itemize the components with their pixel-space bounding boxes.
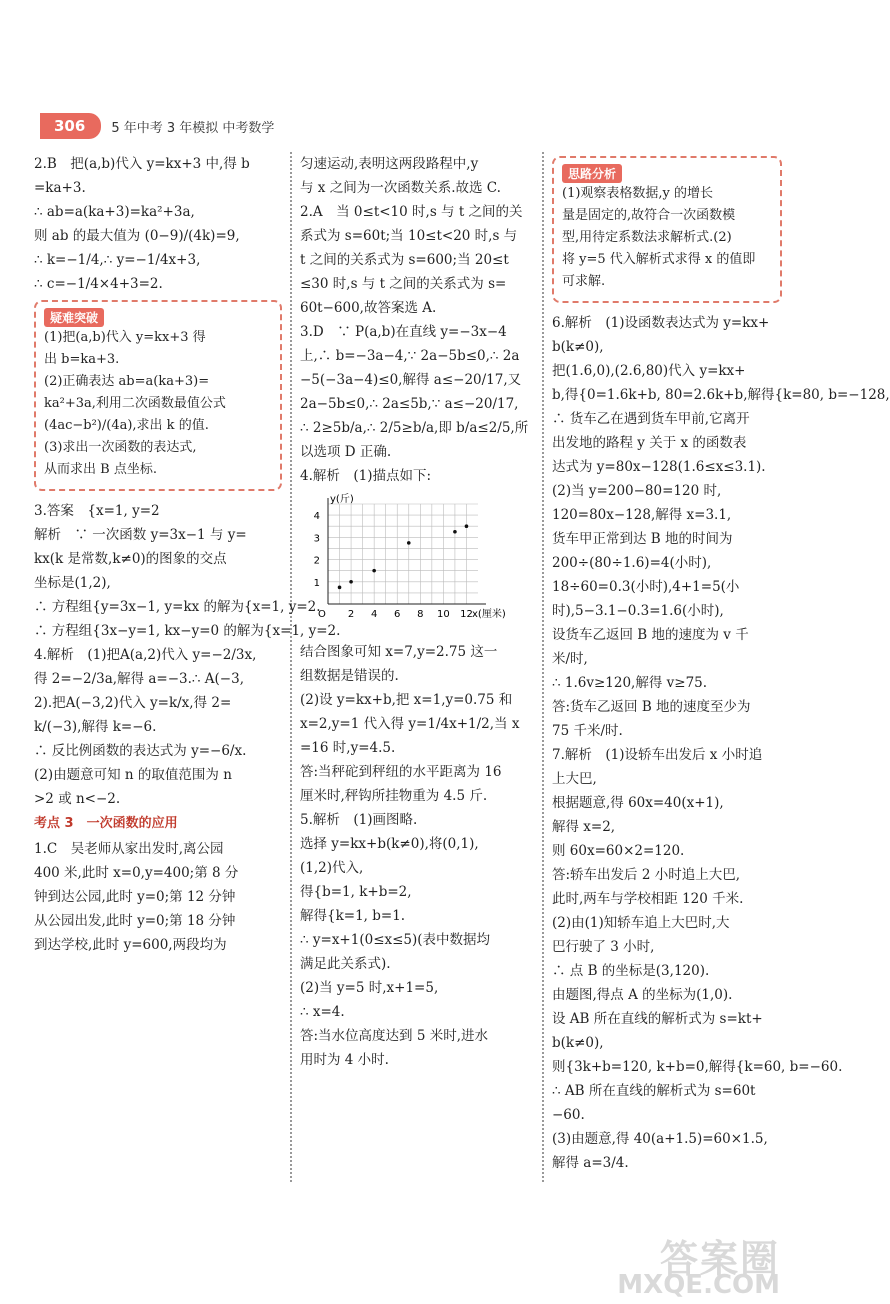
box-title: 思路分析	[562, 164, 622, 183]
text-line: 400 米,此时 x=0,y=400;第 8 分	[34, 865, 239, 881]
text-line: (2)由(1)知轿车追上大巴时,大	[552, 915, 730, 931]
text-line: 120=80x−128,解得 x=3.1,	[552, 507, 732, 523]
text-line: 4.解析 (1)把A(a,2)代入 y=−2/3x,	[34, 647, 257, 663]
text-line: ∴ y=x+1(0≤x≤5)(表中数据均	[300, 932, 491, 948]
text-line: 解得 a=3/4.	[552, 1155, 629, 1171]
page-header	[40, 110, 274, 142]
text-line: 答:当水位高度达到 5 米时,进水	[300, 1028, 489, 1044]
text-line: 4.解析 (1)描点如下:	[300, 468, 432, 484]
data-point	[349, 580, 353, 584]
text-line: (1,2)代入,	[300, 860, 364, 876]
analysis-box	[552, 156, 782, 303]
y-tick-label: 1	[313, 577, 320, 589]
text-line: 解析 ∵ 一次函数 y=3x−1 与 y=	[34, 527, 247, 543]
text-line: (1)观察表格数据,y 的增长	[562, 186, 714, 201]
text-line: 解得{k=1, b=1.	[300, 908, 406, 924]
text-line: 与 x 之间为一次函数关系.故选 C.	[300, 180, 501, 196]
text-line: 钟到达公园,此时 y=0;第 12 分钟	[34, 889, 236, 905]
text-line: ≤30 时,s 与 t 之间的关系式为 s=	[300, 276, 507, 292]
column-right	[552, 152, 890, 1175]
text-line: ∴ 方程组{y=3x−1, y=kx 的解为{x=1, y=2.	[34, 599, 321, 615]
text-line: 5.解析 (1)画图略.	[300, 812, 418, 828]
text-line: 达式为 y=80x−128(1.6≤x≤3.1).	[552, 459, 766, 475]
text-line: 得{b=1, k+b=2,	[300, 884, 412, 900]
text-line: 货车甲正常到达 B 地的时间为	[552, 531, 733, 547]
text-line: 米/时,	[552, 651, 588, 667]
text-line: 型,用待定系数法求解析式.(2)	[562, 230, 732, 245]
text-line: 到达学校,此时 y=600,两段均为	[34, 937, 227, 953]
text-line: 2a−5b≤0,∴ 2a≤5b,∵ a≤−20/17,	[300, 396, 519, 412]
text-line: >2 或 n<−2.	[34, 791, 121, 807]
text-line: (2)当 y=200−80=120 时,	[552, 483, 722, 499]
text-line: b(k≠0),	[552, 339, 604, 355]
data-point	[407, 541, 411, 545]
text-line: 此时,两车与学校相距 120 千米.	[552, 891, 744, 907]
text-line: =ka+3.	[34, 180, 86, 196]
data-point	[338, 586, 342, 590]
text-line: ∴ AB 所在直线的解析式为 s=60t	[552, 1083, 756, 1099]
x-tick-label: 8	[417, 609, 424, 620]
text-line: 6.解析 (1)设函数表达式为 y=kx+	[552, 315, 770, 331]
text-line: ∴ 1.6v≥120,解得 v≥75.	[552, 675, 708, 691]
x-tick-label: 6	[394, 609, 401, 620]
text-line: 75 千米/时.	[552, 723, 623, 739]
text-line: 则 ab 的最大值为 (0−9)/(4k)=9,	[34, 228, 240, 244]
text-line: 把(1.6,0),(2.6,80)代入 y=kx+	[552, 363, 746, 379]
y-tick-label: 2	[313, 555, 320, 567]
text-line: (2)当 y=5 时,x+1=5,	[300, 980, 439, 996]
text-line: 坐标是(1,2),	[34, 575, 111, 591]
text-line: 2.A 当 0≤t<10 时,s 与 t 之间的关	[300, 204, 523, 220]
text-line: =16 时,y=4.5.	[300, 740, 396, 756]
y-axis-label: y(斤)	[330, 494, 354, 505]
text-line: b(k≠0),	[552, 1035, 604, 1051]
text-line: 选择 y=kx+b(k≠0),将(0,1),	[300, 836, 479, 852]
text-line: 从公园出发,此时 y=0;第 18 分钟	[34, 913, 236, 929]
text-line: ∴ x=4.	[300, 1004, 345, 1020]
text-line: (2)正确表达 ab=a(ka+3)=	[44, 374, 210, 389]
text-line: 可求解.	[562, 274, 606, 289]
text-line: 系式为 s=60t;当 10≤t<20 时,s 与	[300, 228, 518, 244]
text-line: 7.解析 (1)设轿车出发后 x 小时追	[552, 747, 763, 763]
column-middle	[300, 152, 536, 1072]
book-title: 5 年中考 3 年模拟 中考数学	[111, 120, 275, 136]
text-line: ∴ 货车乙在遇到货车甲前,它离开	[552, 411, 750, 427]
text-line: 上,∴ b=−3a−4,∵ 2a−5b≤0,∴ 2a	[300, 348, 520, 364]
text-line: (2)设 y=kx+b,把 x=1,y=0.75 和	[300, 692, 513, 708]
text-line: 厘米时,秤钩所挂物重为 4.5 斤.	[300, 788, 488, 804]
text-line: ∴ 2≥5b/a,∴ 2/5≥b/a,即 b/a≤2/5,所	[300, 420, 529, 436]
text-line: ∴ 点 B 的坐标是(3,120).	[552, 963, 710, 979]
x-tick-label: 12	[460, 609, 473, 620]
text-line: 满足此关系式).	[300, 956, 391, 972]
text-line: ka²+3a,利用二次函数最值公式	[44, 396, 226, 411]
text-line: 上大巴,	[552, 771, 597, 787]
watermark-url: MXQE.COM	[617, 1270, 780, 1300]
text-line: 结合图象可知 x=7,y=2.75 这一	[300, 644, 498, 660]
column-divider	[542, 152, 544, 1182]
text-line: −60.	[552, 1107, 585, 1123]
data-point	[465, 524, 469, 528]
text-line: 18÷60=0.3(小时),4+1=5(小	[552, 579, 740, 595]
text-line: ∴ c=−1/4×4+3=2.	[34, 276, 163, 292]
text-line: 2.B 把(a,b)代入 y=kx+3 中,得 b	[34, 156, 250, 172]
scatter-chart	[300, 492, 536, 636]
text-line: 则 60x=60×2=120.	[552, 843, 685, 859]
text-line: t 之间的关系式为 s=600;当 20≤t	[300, 252, 509, 268]
text-line: 用时为 4 小时.	[300, 1052, 389, 1068]
text-line: (3)由题意,得 40(a+1.5)=60×1.5,	[552, 1131, 768, 1147]
text-line: 巴行驶了 3 小时,	[552, 939, 655, 955]
data-point	[453, 530, 457, 534]
x-tick-label: 10	[437, 609, 450, 620]
text-line: 解得 x=2,	[552, 819, 616, 835]
text-line: ∴ ab=a(ka+3)=ka²+3a,	[34, 204, 195, 220]
page-number: 306	[40, 113, 101, 139]
text-line: 由题图,得点 A 的坐标为(1,0).	[552, 987, 733, 1003]
text-line: 量是固定的,故符合一次函数模	[562, 208, 736, 223]
tip-box	[34, 300, 282, 491]
text-line: 根据题意,得 60x=40(x+1),	[552, 795, 724, 811]
y-tick-label: 4	[313, 511, 320, 523]
text-line: b,得{0=1.6k+b, 80=2.6k+b,解得{k=80, b=−128,	[552, 387, 890, 403]
text-line: ∴ 方程组{3x−y=1, kx−y=0 的解为{x=1, y=2.	[34, 623, 341, 639]
watermark-logo: 答案圈	[659, 1237, 780, 1281]
x-tick-label: 2	[347, 609, 355, 620]
text-line: −5(−3a−4)≤0,解得 a≤−20/17,又	[300, 372, 522, 388]
text-line: 设 AB 所在直线的解析式为 s=kt+	[552, 1011, 763, 1027]
column-divider	[290, 152, 292, 1182]
text-line: 3.答案 {x=1, y=2	[34, 503, 160, 519]
text-line: 匀速运动,表明这两段路程中,y	[300, 156, 479, 172]
text-line: (1)把(a,b)代入 y=kx+3 得	[44, 330, 206, 345]
text-line: 3.D ∵ P(a,b)在直线 y=−3x−4	[300, 324, 507, 340]
text-line: 时),5−3.1−0.3=1.6(小时),	[552, 603, 724, 619]
text-line: 2).把A(−3,2)代入 y=k/x,得 2=	[34, 695, 232, 711]
origin-label: O	[318, 609, 326, 620]
text-line: x=2,y=1 代入得 y=1/4x+1/2,当 x	[300, 716, 520, 732]
text-line: (2)由题意可知 n 的取值范围为 n	[34, 767, 232, 783]
text-line: 答:轿车出发后 2 小时追上大巴,	[552, 867, 741, 883]
text-line: 得 2=−2/3a,解得 a=−3.∴ A(−3,	[34, 671, 245, 687]
text-line: 将 y=5 代入解析式求得 x 的值即	[562, 252, 756, 267]
text-line: k/(−3),解得 k=−6.	[34, 719, 157, 735]
text-line: kx(k 是常数,k≠0)的图象的交点	[34, 551, 227, 567]
text-line: 组数据是错误的.	[300, 668, 399, 684]
text-line: (3)求出一次函数的表达式,	[44, 440, 197, 455]
text-line: ∴ 反比例函数的表达式为 y=−6/x.	[34, 743, 247, 759]
text-line: 200÷(80÷1.6)=4(小时),	[552, 555, 712, 571]
text-line: (4ac−b²)/(4a),求出 k 的值.	[44, 418, 209, 433]
text-line: 60t−600,故答案选 A.	[300, 300, 437, 316]
y-tick-label: 3	[313, 533, 320, 545]
section-heading: 考点 3 一次函数的应用	[34, 816, 178, 831]
box-title: 疑难突破	[44, 308, 104, 327]
text-line: 以选项 D 正确.	[300, 444, 392, 460]
text-line: 出发地的路程 y 关于 x 的函数表	[552, 435, 747, 451]
text-line: 设货车乙返回 B 地的速度为 v 千	[552, 627, 749, 643]
text-line: 答:货车乙返回 B 地的速度至少为	[552, 699, 751, 715]
text-line: 1.C 吴老师从家出发时,离公园	[34, 841, 224, 857]
x-axis-label: x(厘米)	[472, 609, 506, 620]
text-line: 从而求出 B 点坐标.	[44, 462, 157, 477]
x-tick-label: 4	[370, 609, 378, 620]
text-line: ∴ k=−1/4,∴ y=−1/4x+3,	[34, 252, 201, 268]
text-line: 则{3k+b=120, k+b=0,解得{k=60, b=−60.	[552, 1059, 843, 1075]
text-line: 答:当秤砣到秤纽的水平距离为 16	[300, 764, 502, 780]
text-line: 出 b=ka+3.	[44, 352, 120, 367]
data-point	[372, 569, 376, 573]
